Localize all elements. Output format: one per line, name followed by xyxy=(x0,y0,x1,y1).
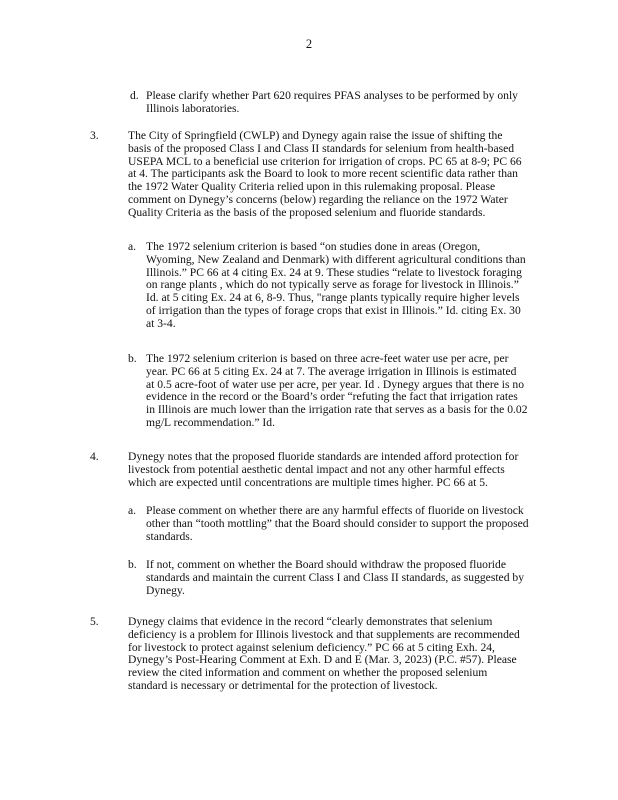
question-4b-label: b. xyxy=(128,558,137,571)
text-line: The 1972 selenium criterion is based “on studies done in areas (Oregon, xyxy=(146,240,481,253)
text-line: which are expected until concentrations are multiple times higher. PC 66 at 5. xyxy=(128,475,488,489)
item-d-label: d. xyxy=(130,89,139,102)
question-4a-label: a. xyxy=(128,504,137,517)
question-3-text xyxy=(128,130,522,220)
text-line: Wyoming, New Zealand and Denmark) with different agricultural conditions than xyxy=(146,252,526,266)
text-line: livestock from potential aesthetic dental impact and not any other harmful effects xyxy=(128,462,505,476)
text-line: deficiency is a problem for Illinois livestock and that supplements are recommended xyxy=(128,627,520,641)
text-line: Id. at 5 citing Ex. 24 at 6, 8-9. Thus, "range plants typically require higher levels xyxy=(146,291,520,305)
question-3a-label: a. xyxy=(128,240,137,253)
text-line: Illinois.” PC 66 at 4 citing Ex. 24 at 9. These studies “relate to livestock foraging xyxy=(146,265,522,279)
question-3-number: 3. xyxy=(90,129,99,142)
text-line: of irrigation than the types of forage crops that exist in Illinois.” Id. citing Ex. 30 xyxy=(146,303,521,317)
text-line: standards and maintain the current Class I and Class II standards, as suggested by xyxy=(146,570,524,584)
text-line: in Illinois are much lower than the irrigation rate that serves as a basis for the 0.02 xyxy=(146,403,528,417)
text-line: at 0.5 acre-foot of water use per acre, per year. Id . Dynegy argues that there is no xyxy=(146,377,525,391)
text-line: If not, comment on whether the Board should withdraw the proposed fluoride xyxy=(146,558,506,571)
page-number: 2 xyxy=(305,37,313,51)
text-line: on range plants , which do not typically serve as forage for livestock in Illinois.” xyxy=(146,278,519,292)
text-line: Illinois laboratories. xyxy=(146,101,240,115)
text-line: Quality Criteria as the basis of the proposed selenium and fluoride standards. xyxy=(128,205,486,219)
item-d-text xyxy=(146,90,518,116)
text-line: other than “tooth mottling” that the Board should consider to support the proposed xyxy=(146,516,529,530)
question-4a-text xyxy=(146,505,529,543)
text-line: The City of Springfield (CWLP) and Dynegy again raise the issue of shifting the xyxy=(128,129,503,142)
question-4-text xyxy=(128,451,518,489)
text-line: Dynegy notes that the proposed fluoride standards are intended afford protection for xyxy=(128,450,519,463)
text-line: Please clarify whether Part 620 requires PFAS analyses to be performed by only xyxy=(146,89,518,102)
text-line: Dynegy’s Post-Hearing Comment at Exh. D and E (Mar. 3, 2023) (P.C. #57). Please xyxy=(128,653,517,667)
text-line: standards. xyxy=(146,529,193,543)
text-line: basis of the proposed Class I and Class II standards for selenium from health-based xyxy=(128,141,515,155)
question-3a-text xyxy=(146,241,526,331)
text-line: year. PC 66 at 5 citing Ex. 24 at 7. The average irrigation in Illinois is estimated xyxy=(146,364,517,378)
text-line: the 1972 Water Quality Criteria relied upon in this rulemaking proposal. Please xyxy=(128,180,496,194)
text-line: evidence in the record or the Board’s order “refuting the fact that irrigation rates xyxy=(146,390,518,404)
question-4b-text xyxy=(146,559,524,597)
question-4-number: 4. xyxy=(90,450,99,463)
question-5-number: 5. xyxy=(90,615,99,628)
text-line: Dynegy claims that evidence in the record “clearly demonstrates that selenium xyxy=(128,615,493,628)
text-line: at 4. The participants ask the Board to look to more recent scientific data rather than xyxy=(128,167,518,181)
text-line: Please comment on whether there are any harmful effects of fluoride on livestock xyxy=(146,504,524,517)
text-line: comment on Dynegy’s concerns (below) regarding the reliance on the 1972 Water xyxy=(128,192,508,206)
text-line: Dynegy. xyxy=(146,583,185,597)
text-line: The 1972 selenium criterion is based on three acre-feet water use per acre, per xyxy=(146,352,509,365)
text-line: review the cited information and comment on whether the proposed selenium xyxy=(128,666,488,680)
text-line: mg/L recommendation.” Id. xyxy=(146,415,275,429)
text-line: for livestock to protect against selenium deficiency.” PC 66 at 5 citing Exh. 24, xyxy=(128,640,495,654)
question-3b-text xyxy=(146,353,528,430)
text-line: standard is necessary or detrimental for the protection of livestock. xyxy=(128,678,438,692)
question-3b-label: b. xyxy=(128,352,137,365)
text-line: at 3-4. xyxy=(146,316,176,330)
question-5-text xyxy=(128,616,520,693)
text-line: USEPA MCL to a beneficial use criterion for irrigation of crops. PC 65 at 8-9; PC 66 xyxy=(128,154,522,168)
